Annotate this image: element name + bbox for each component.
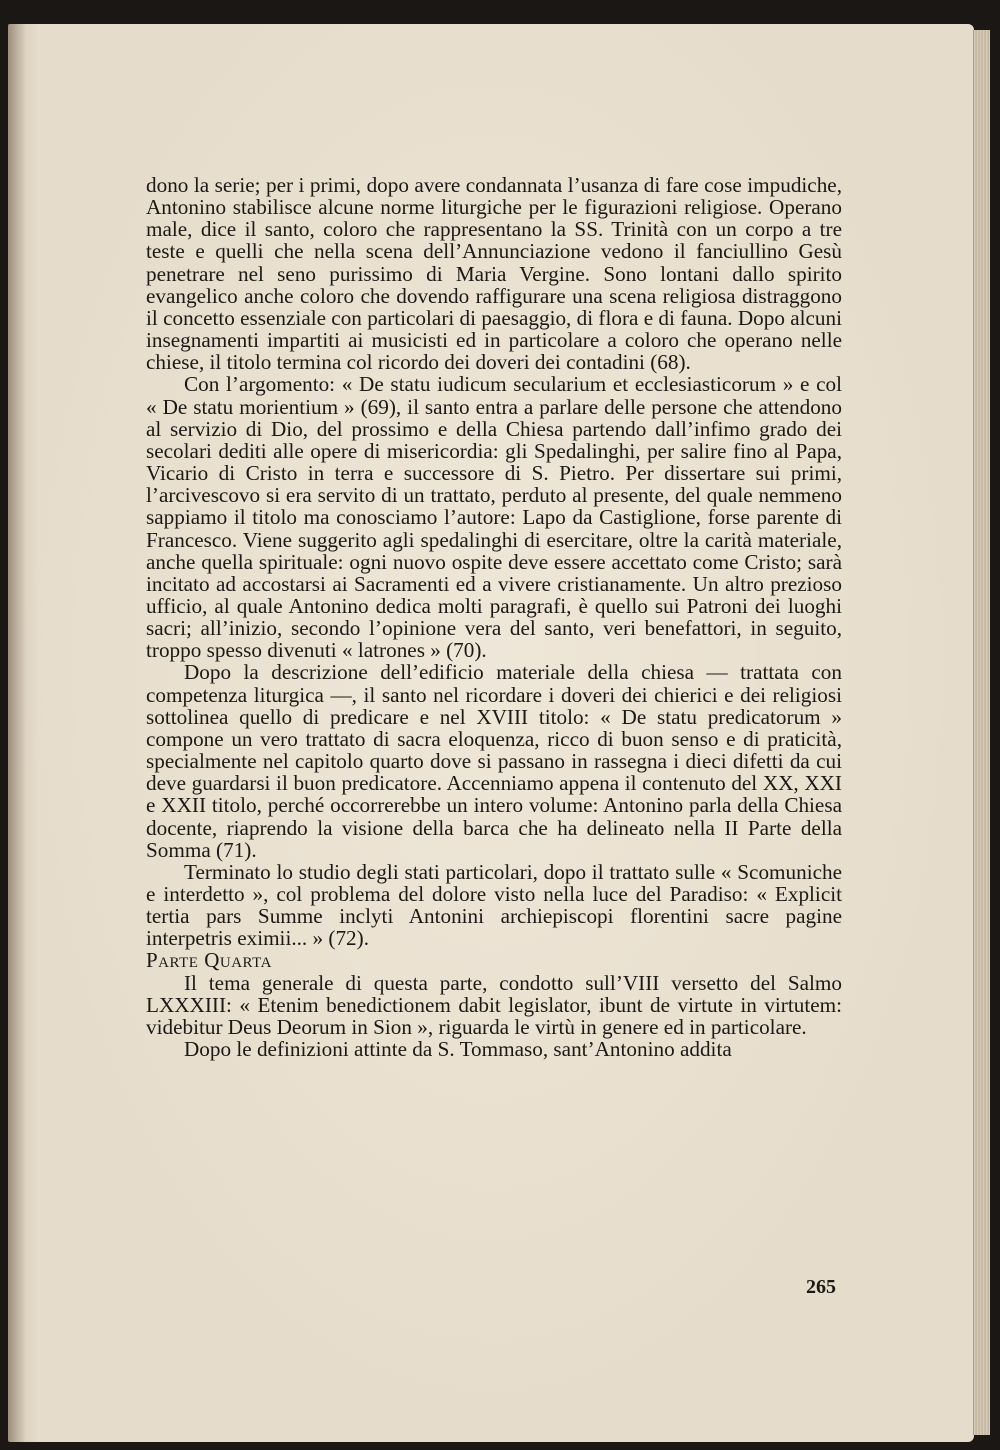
paragraph: Con l’argomento: « De statu iudicum secularium et ecclesiasticorum » e col « De statu morientium » (69), il santo entra a parlare delle persone che attendono al servizio di Dio, del prossimo e della Chiesa partendo dall’infimo grado dei secolari dediti alle opere di misericordia: gli Spedalinghi, per salire fino al Papa, Vicario di Cristo in terra e successore di S. Pietro. Per dissertare sui primi, l’arcivescovo si era servito di un trattato, perduto al presente, del quale nemmeno sappiamo il titolo ma conosciamo l’autore: Lapo da Castiglione, forse parente di Francesco. Viene suggerito agli spedalinghi di esercitare, oltre la carità materiale, anche quella spirituale: ogni nuovo ospite deve essere accettato come Cristo; sarà incitato ad accostarsi ai Sacramenti ed a vivere cristianamente. Un altro prezioso ufficio, al quale Antonino dedica molti paragrafi, è quello sui Patroni dei luoghi sacri; all’inizio, secondo l’opinione vera del santo, veri benefattori, in seguito, troppo spesso divenuti « latrones » (70). — [146, 372, 842, 663]
spine-shadow — [8, 24, 26, 1442]
page-edges — [973, 30, 990, 1435]
paragraph: dono la serie; per i primi, dopo avere condannata l’usanza di fare cose impudiche, Antonino stabilisce alcune norme liturgiche per le figurazioni religiose. Operano male, dice il santo, coloro che rappresentano la SS. Trinità con un corpo a tre teste e quelli che nella scena dell’Annunciazione vedono il fanciullino Gesù penetrare nel seno purissimo di Maria Vergine. Sono lontani dallo spirito evangelico anche coloro che dovendo raffigurare una scena religiosa distraggono il concetto essenziale con particolari di paesaggio, di flora e di fauna. Dopo alcuni insegnamenti impartiti ai musicisti ed in particolare a coloro che operano nelle chiese, il titolo termina col ricordo dei doveri dei contadini (68). — [146, 173, 842, 375]
paragraph: Dopo la descrizione dell’edificio materiale della chiesa — trattata con competenza liturgica —, il santo nel ricordare i doveri dei chierici e dei religiosi sottolinea quello di predicare e nel XVIII titolo: « De statu predicatorum » compone un vero trattato di sacra eloquenza, ricco di buon senso e di praticità, specialmente nel capitolo quarto dove si passano in rassegna i dieci difetti da cui deve guardarsi il buon predicatore. Accenniamo appena il contenuto del XX, XXI e XXII titolo, perché occorrerebbe un intero volume: Antonino parla della Chiesa docente, riaprendo la visione della barca che ha delineato nella II Parte della Somma (71). — [146, 660, 842, 862]
section-heading: Parte Quarta — [146, 948, 272, 973]
body-text — [146, 174, 842, 1060]
paragraph: Dopo le definizioni attinte da S. Tommaso, sant’Antonino addita — [184, 1037, 732, 1062]
paragraph: Terminato lo studio degli stati particolari, dopo il trattato sulle « Scomuniche e interdetto », col problema del dolore visto nella luce del Paradiso: « Explicit tertia pars Summe inclyti Antonini archiepiscopi florentini sacre pagine interpetris eximii... » (72). — [146, 859, 842, 951]
page-number: 265 — [806, 1276, 836, 1298]
paragraph: Il tema generale di questa parte, condotto sull’VIII versetto del Salmo LXXXIII: « Etenim benedictionem dabit legislator, ibunt de virtute in virtutem: videbitur Deus Deorum in Sion », riguarda le virtù in genere ed in particolare. — [146, 970, 842, 1039]
